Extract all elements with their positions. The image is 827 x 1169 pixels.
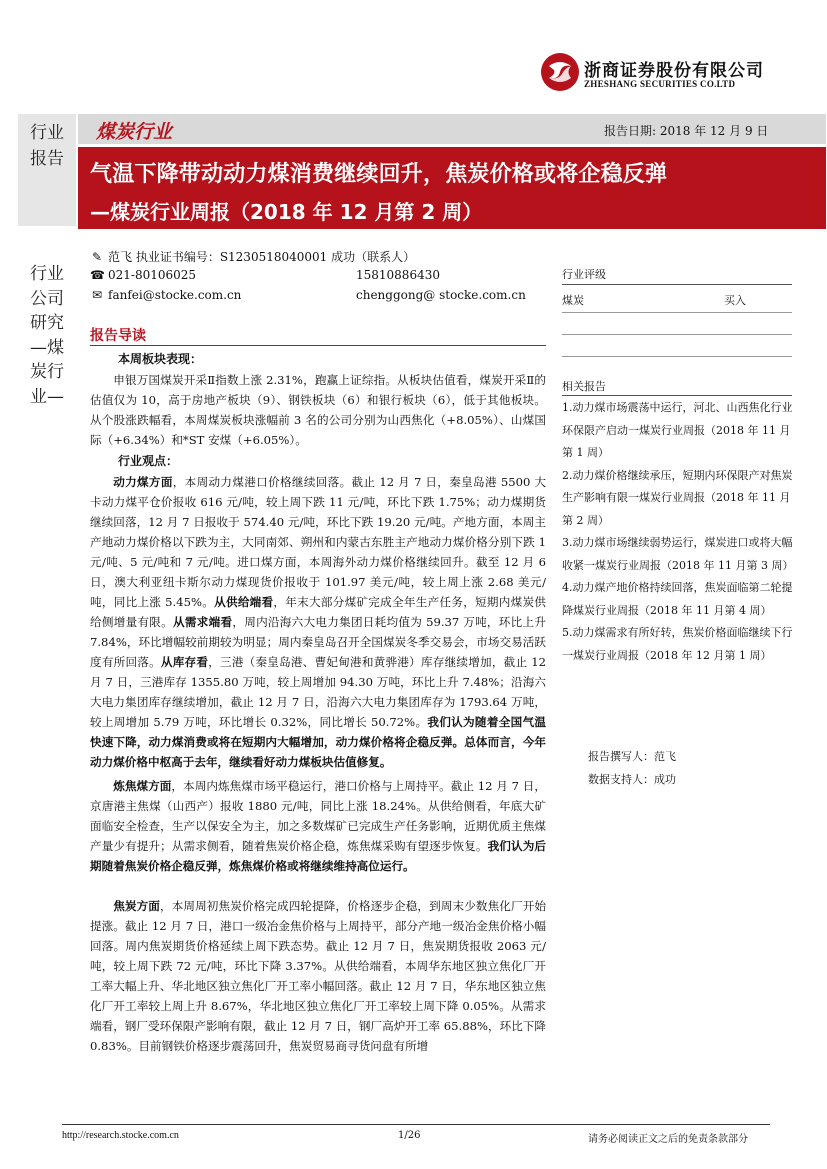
- sector-name: 煤炭行业: [96, 121, 173, 143]
- side-tab-report-type: 行业报告: [30, 123, 64, 169]
- disclaimer-note: 请务必阅读正文之后的免责条款部分: [588, 1134, 748, 1145]
- bold-coking-coal: 炼焦煤方面: [113, 779, 172, 793]
- text-thermal-coal: ，本周动力煤港口价格继续回落。截止 12 月 7 日，秦皇岛港 5500 大卡动力煤平仓价报收 616 元/吨，较上周下跌 11 元/吨，环比下跌 1.75%；动力煤期货继续回落，12 月 7 日报收于 574.40 元/吨，环比下跌 19.20 元/吨。产地方面，本周主产地动力煤价格以下跌为主，大同南郊、朔州和内蒙古东胜主产地动力煤价格分别下跌 1 元/吨、5 元/吨和 7 元/吨。进口煤方面，本周海外动力煤价格继续回升。截至 12 月 6 日，澳大利亚纽卡斯尔动力煤现货价报收于 101.97 美元/吨，较上周上涨 2.68 美元/吨，同比上涨 5.45%。: [90, 475, 546, 609]
- bold-demand: 从需求端看: [173, 615, 233, 629]
- person-icon: ✎: [91, 250, 103, 264]
- report-title: 气温下降带动动力煤消费继续回升，焦炭价格或将企稳反弹: [90, 162, 668, 187]
- report-date-label: 报告日期:: [604, 124, 657, 138]
- bold-thermal-coal: 动力煤方面: [113, 475, 173, 489]
- report-subtitle: —煤炭行业周报（2018 年 12 月第 2 周）: [90, 200, 483, 224]
- company-logo: [540, 52, 780, 96]
- report-date: [604, 122, 768, 139]
- email-1: fanfei@stocke.com.cn: [108, 288, 242, 302]
- guide-heading: 报告导读: [90, 328, 146, 344]
- related-report-list: [562, 397, 798, 667]
- phone-1: 021-80106025: [108, 268, 197, 282]
- related-report-item[interactable]: 2.动力煤价格继续承压，短期内环保限产对焦炭生产影响有限一煤炭行业周报（2018 年 11 月第 2 周）: [562, 468, 793, 527]
- footer-url[interactable]: http://research.stocke.com.cn: [62, 1130, 179, 1141]
- rating-value: 买入: [724, 294, 746, 307]
- email-2: chenggong@ stocke.com.cn: [356, 288, 526, 302]
- report-date-value: 2018 年 12 月 9 日: [659, 124, 769, 138]
- related-heading: 相关报告: [562, 380, 606, 393]
- bold-coke: 焦炭方面: [113, 899, 160, 913]
- phone-2: 15810886430: [356, 268, 440, 282]
- related-report-item[interactable]: 5.动力煤需求有所好转，焦炭价格面临继续下行一煤炭行业周报（2018 年 12 月第 1 周）: [562, 626, 793, 662]
- footer-divider: [62, 1124, 770, 1125]
- rating-label: 行业评级: [562, 268, 606, 281]
- text-supply: ，年末大部分煤矿完成全年生产任务，短期内煤炭供给侧增量有限。: [90, 595, 546, 629]
- subhead-industry-view: 行业观点：: [118, 454, 179, 468]
- text-coke: ，本周周初焦炭价格完成四轮提降，价格逐步企稳，到周末少数焦化厂开始提涨。截止 12 月 7 日，港口一级冶金焦价格与上周持平，部分产地一级冶金焦价格小幅回落。周内焦炭期货价格延续上周下跌态势。截止 12 月 7 日，焦炭期货报收 2063 元/吨，较上周下跌 72 元/吨，环比下降 3.37%。从供给端看，本周华东地区独立焦化厂开工率大幅上升、华北地区独立焦化厂开工率小幅回落。截止 12 月 7 日，华东地区独立焦化厂开工率较上周上升 8.67%，华北地区独立焦化厂开工率较上周下降 0.05%。从需求端看，钢厂受环保限产影响有限，截止 12 月 7 日，钢厂高炉开工率 65.88%，环比下降 0.83%。目前钢铁价格逐步震荡回升，焦炭贸易商寻货问盘有所增: [90, 899, 546, 1053]
- text-demand: ，周内沿海六大电力集团日耗均值为 59.37 万吨，环比上升 7.84%，环比增幅较前期较为明显；周内秦皇岛召开全国煤炭冬季交易会，市场交易活跃度有所回落。: [90, 615, 546, 669]
- related-report-item[interactable]: 4.动力煤产地价格持续回落，焦炭面临第二轮提降煤炭行业周报（2018 年 11 月第 4 周）: [562, 581, 793, 617]
- company-name-cn: 浙商证券股份有限公司: [584, 61, 764, 81]
- page-number: 1/26: [398, 1130, 421, 1141]
- bold-supply: 从供给端看: [214, 595, 274, 609]
- rating-divider-1: [562, 312, 792, 313]
- rating-sector: 煤炭: [562, 294, 584, 307]
- email-line: [90, 288, 241, 302]
- analyst-line: [90, 248, 415, 265]
- rating-divider-top: [562, 284, 792, 285]
- related-divider: [562, 395, 792, 396]
- phone-line: [90, 268, 196, 282]
- text-inventory: ，三港（秦皇岛港、曹妃甸港和黄骅港）库存继续增加，截止 12 月 7 日，三港库存 1355.80 万吨，较上周增加 94.30 万吨，环比上升 7.48%；沿海六大电力集团库存继续增加，截止 12 月 7 日，沿海六大电力集团库存为 1793.64 万吨，较上周增加 5.79 万吨，环比增长 0.32%，同比增长 50.72%。: [90, 655, 546, 729]
- support-name: 成功: [654, 773, 676, 786]
- bold-coking-view: 我们认为后期随着焦炭价格企稳反弹，炼焦煤价格或将继续维持高位运行。: [90, 839, 546, 873]
- support-line: [588, 771, 676, 787]
- support-label: 数据支持人：: [588, 773, 654, 786]
- related-report-item[interactable]: 1.动力煤市场震荡中运行，河北、山西焦化行业环保限产启动一煤炭行业周报（2018 年 11 月第 1 周）: [562, 401, 793, 459]
- bold-inventory: 从库存看: [160, 655, 209, 669]
- writer-label: 报告撰写人：: [588, 750, 654, 763]
- writer-line: [588, 748, 676, 764]
- rating-divider-3: [562, 356, 792, 357]
- side-tab-category: 行业公司研究—煤炭行业—: [30, 264, 64, 407]
- paragraph-sector-performance: [90, 370, 546, 450]
- paragraph-coke: [90, 896, 546, 1056]
- subhead-sector-performance: 本周板块表现：: [118, 352, 203, 366]
- paragraph-coking-coal: [90, 776, 546, 876]
- writer-name: 范飞: [654, 750, 676, 763]
- guide-divider: [90, 345, 546, 346]
- phone-icon: ☎: [90, 268, 105, 282]
- bold-thermal-view: 我们认为随着全国气温快速下降，动力煤消费或将在短期内大幅增加，动力煤价格将企稳反弹。总体而言，今年动力煤价格中枢高于去年，继续看好动力煤板块估值修复。: [90, 715, 546, 769]
- mail-icon: ✉: [91, 288, 103, 302]
- analyst-info: 范飞 执业证书编号：S1230518040001 成功（联系人）: [108, 250, 416, 264]
- rating-divider-2: [562, 334, 792, 335]
- paragraph-text: 申银万国煤炭开采Ⅱ指数上涨 2.31%，跑赢上证综指。从板块估值看，煤炭开采Ⅱ的估值仅为 10，高于房地产板块（9）、钢铁板块（6）和银行板块（6），低于其他板块。从个股涨跌幅看，本周煤炭板块涨幅前 3 名的公司分别为山西焦化（+8.05%）、山煤国际（+6.34%）和*ST 安煤（+6.05%）。: [90, 373, 546, 447]
- related-report-item[interactable]: 3.动力煤市场继续弱势运行，煤炭进口或将大幅收紧一煤炭行业周报（2018 年 11 月第 3 周）: [562, 536, 794, 572]
- text-coking-coal: ，本周内炼焦煤市场平稳运行，港口价格与上周持平。截止 12 月 7 日，京唐港主焦煤（山西产）报收 1880 元/吨，同比上涨 18.24%。从供给侧看，年底大矿面临安全检查，生产以保安全为主，加之多数煤矿已完成生产任务影响，近期优质主焦煤产量少有提升；从需求侧看，随着焦炭价格企稳，炼焦煤采购有望逐步恢复。: [90, 779, 546, 853]
- logo-mark-icon: [540, 52, 580, 92]
- paragraph-thermal-coal: [90, 472, 546, 772]
- company-name-en: ZHESHANG SECURITIES CO.LTD: [584, 79, 736, 89]
